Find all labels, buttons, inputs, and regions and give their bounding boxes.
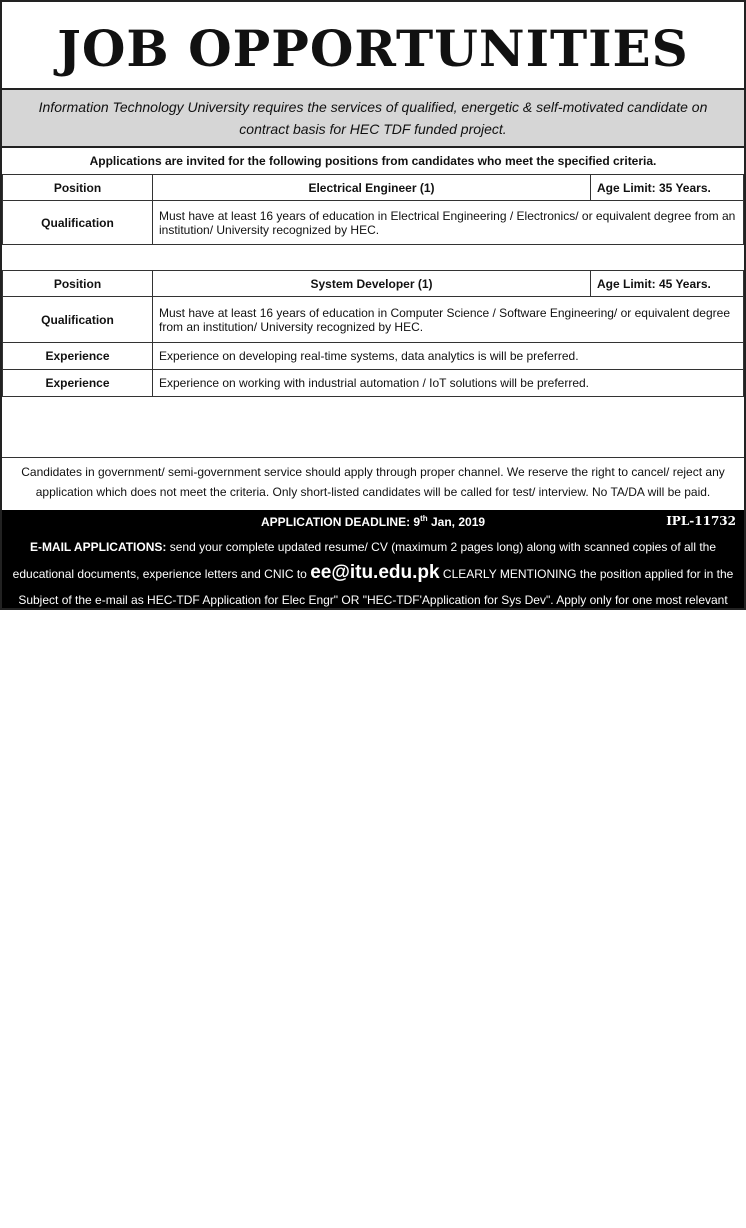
deadline-date: Jan, 2019 [431, 515, 486, 529]
age-limit: Age Limit: 35 Years. [591, 175, 744, 201]
experience-text: Experience on working with industrial automation / IoT solutions will be preferred. [153, 370, 744, 397]
invitation-text: Applications are invited for the following positions from candidates who meet the specified criteria. [89, 154, 657, 168]
email-address-link[interactable]: ee@itu.edu.pk [310, 562, 440, 583]
notice-text: Candidates in government/ semi-government service should apply through proper channel. We reserve the right to cancel/ reject any application which does not meet the criteria. Only short-listed candidates will be called for test/ interview. No TA/DA will be paid. [2, 457, 744, 509]
experience-text: Experience on developing real-time systems, data analytics is will be preferred. [153, 343, 744, 370]
footer-bar [2, 510, 744, 633]
email-instructions [10, 534, 736, 639]
age-limit: Age Limit: 45 Years. [591, 271, 744, 297]
position-title: Electrical Engineer (1) [153, 175, 591, 201]
job-table-system-developer [2, 270, 744, 397]
qualification-label: Qualification [3, 297, 153, 343]
experience-label: Experience [3, 343, 153, 370]
deadline-day: 9 [413, 515, 421, 529]
email-text-1: send your complete updated resume/ CV (maximum 2 pages long) along with scanned copies of all the educational documents, experience letters and CNIC to [12, 540, 717, 581]
ad-title: JOB OPPORTUNITIES [57, 19, 689, 78]
deadline-label: APPLICATION DEADLINE: [260, 515, 411, 529]
qualification-text: Must have at least 16 years of education in Electrical Engineering / Electronics/ or equivalent degree from an institution/ University recognized by HEC. [153, 201, 744, 245]
qualification-label: Qualification [3, 201, 153, 245]
deadline-suffix: th [420, 514, 428, 523]
position-title: System Developer (1) [153, 271, 591, 297]
email-label: E-MAIL APPLICATIONS: [29, 540, 167, 554]
position-label: Position [3, 271, 153, 297]
qualification-text: Must have at least 16 years of education in Computer Science / Software Engineering/ or equivalent degree from an institution/ University recognized by HEC. [153, 297, 744, 343]
position-label: Position [3, 175, 153, 201]
email-text-2: the position applied for in the Subject of the e-mail as HEC-TDF Application for Elec Engr" OR "HEC-TDF'Application for Sys Dev". Apply only for one most relevant position. [18, 567, 734, 633]
application-deadline [2, 514, 744, 529]
ad-reference-code: IPL-11732 [666, 514, 736, 528]
email-caps: CLEARLY MENTIONING [442, 567, 577, 581]
experience-label: Experience [3, 370, 153, 397]
job-table-electrical-engineer [2, 174, 744, 245]
intro-text: Information Technology University requires the services of qualified, energetic & self-motivated candidate on contract basis for HEC TDF funded project. [2, 88, 744, 148]
